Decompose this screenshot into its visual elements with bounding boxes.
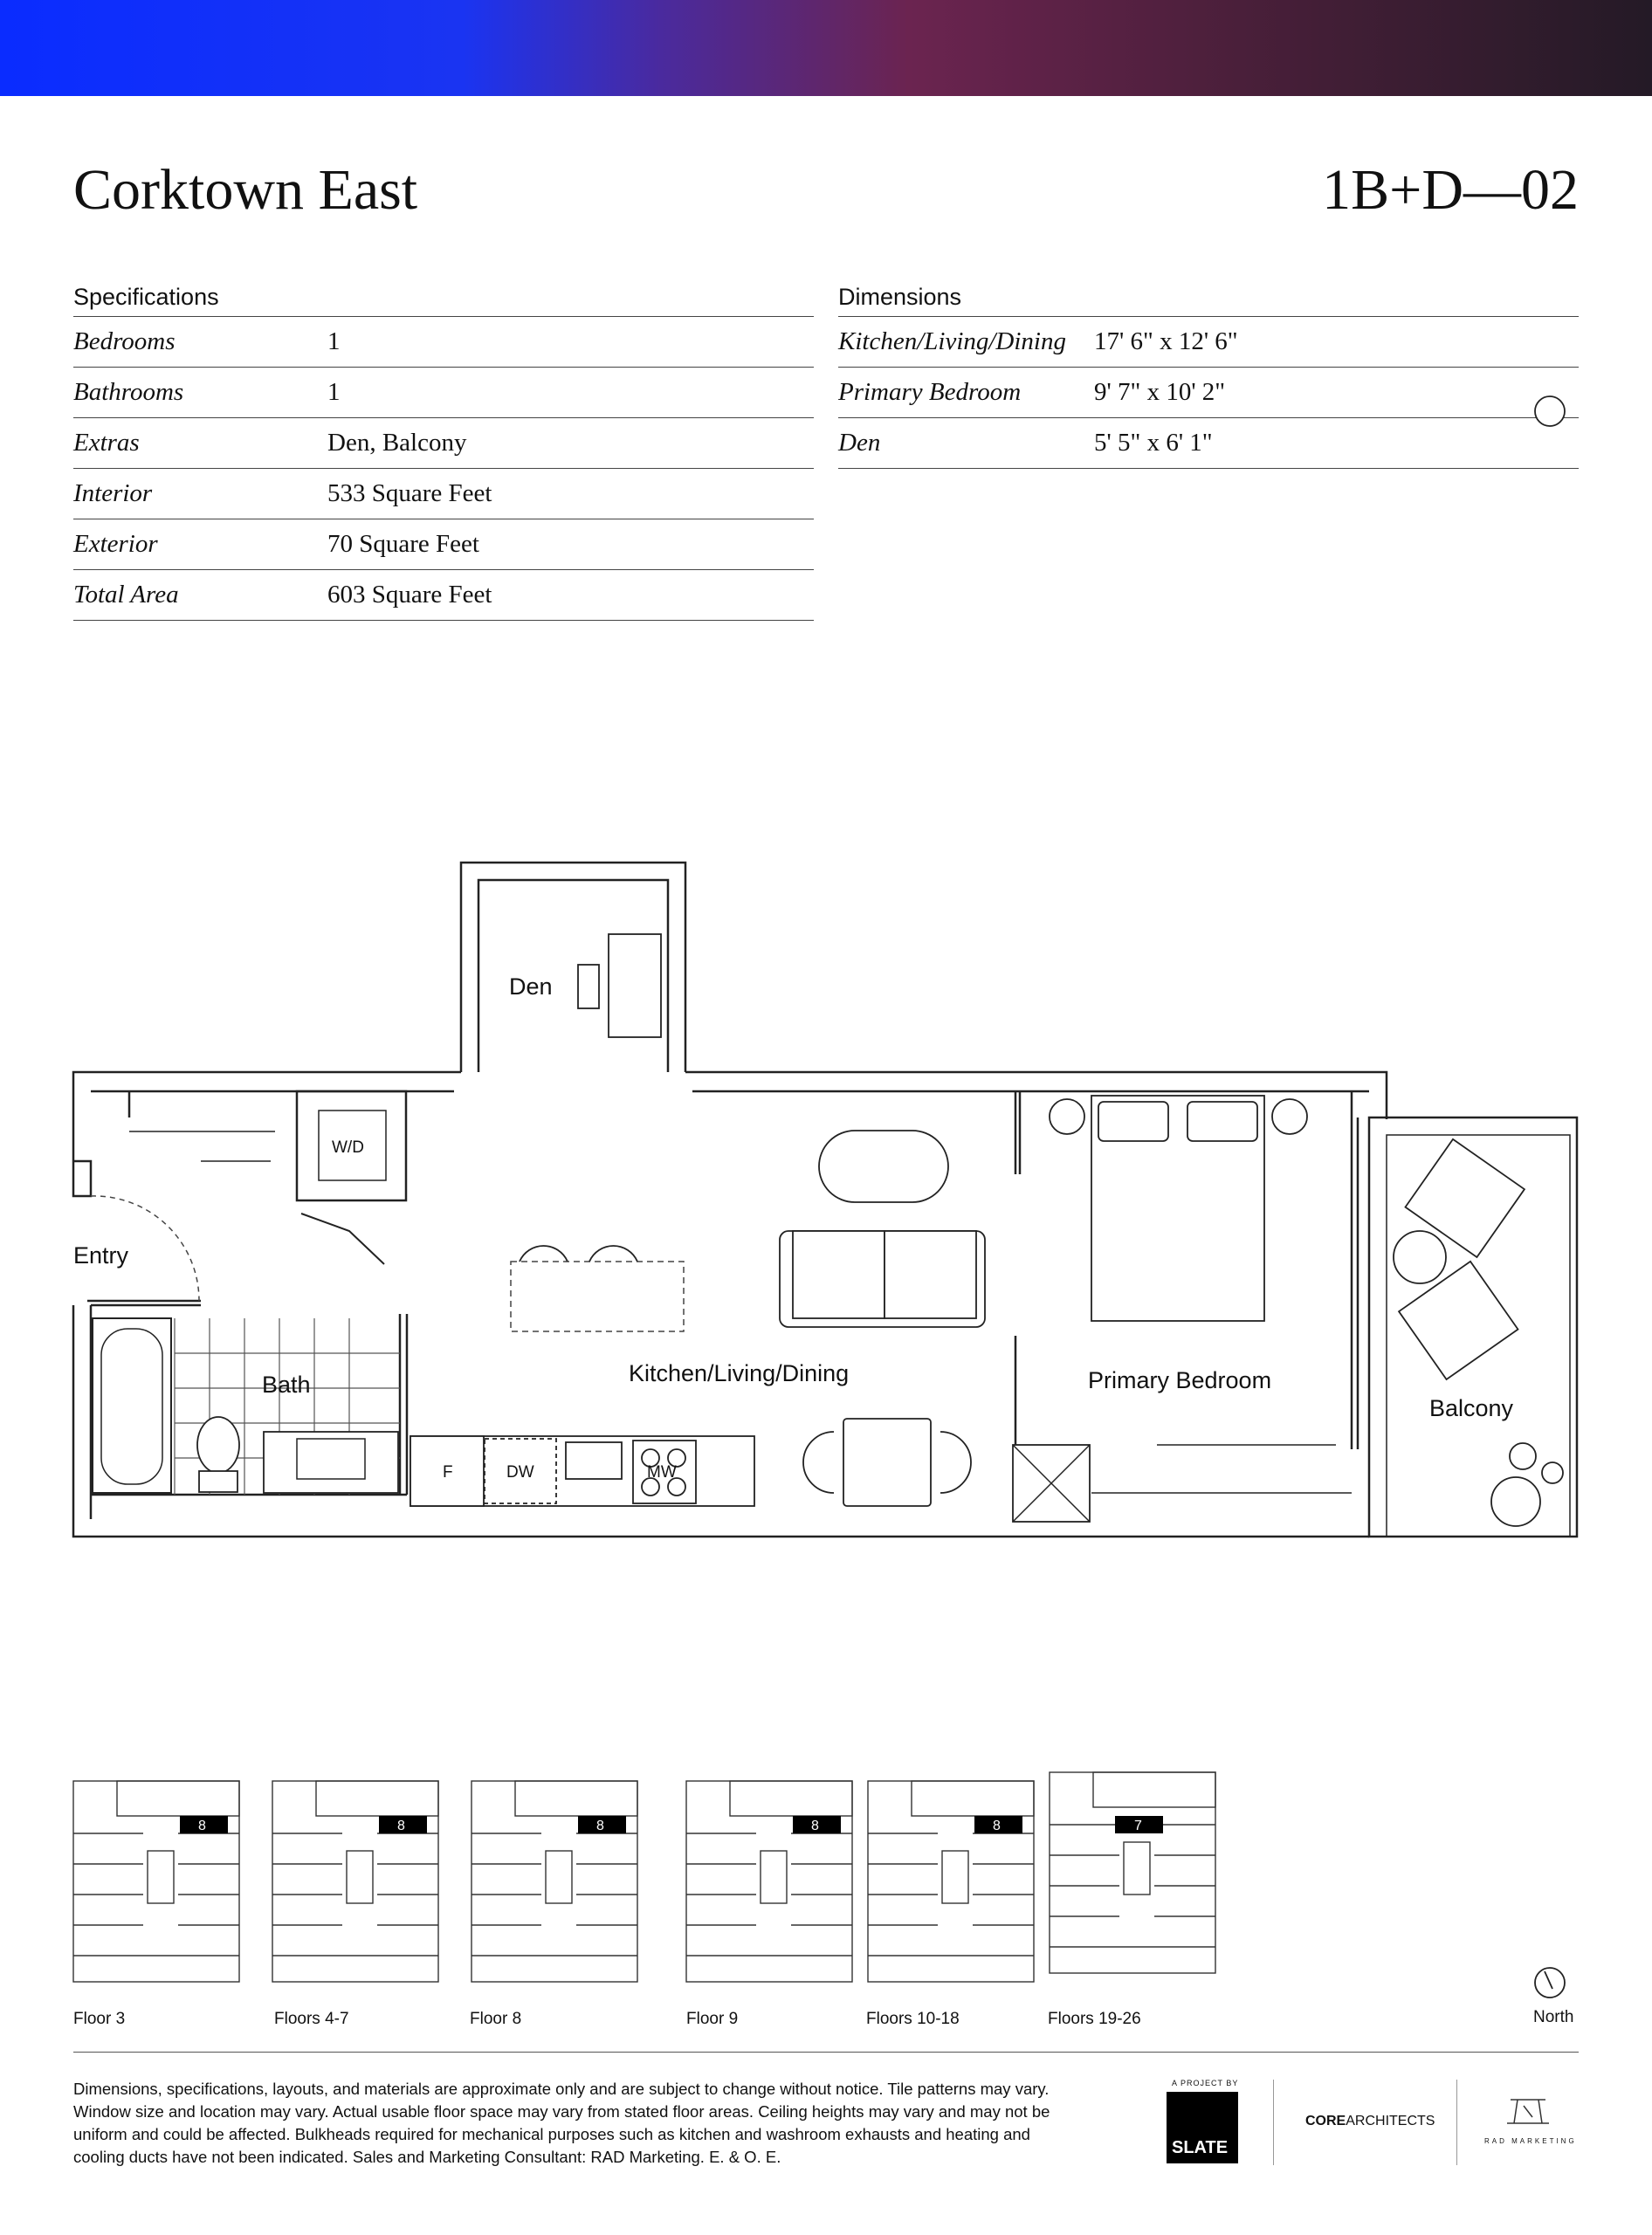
room-label-bath: Bath bbox=[262, 1372, 311, 1398]
keyplan-unit-marker: 8 bbox=[397, 1819, 405, 1833]
dim-label: Den bbox=[838, 429, 881, 457]
keyplan-unit-marker: 8 bbox=[993, 1819, 1001, 1833]
dim-label: Primary Bedroom bbox=[838, 378, 1022, 406]
rad-marketing-logo: RAD MARKETING bbox=[1484, 2137, 1577, 2145]
keyplan-label: Floor 3 bbox=[73, 2010, 126, 2028]
footer-disclaimer: Dimensions, specifications, layouts, and materials are approximate only and are subject to change without notice. Tile patterns may vary. Window size and location may vary. Actual usable floor space may vary from stated floor areas. Ceiling heights may vary and may not be uniform and could be affected. Bulkheads required for mechanical purposes such as kitchen and washroom exhausts and heating and cooling ducts have not been indicated. Sales and Marketing Consultant: RAD Marketing. E. & O. E. bbox=[73, 2080, 1050, 2166]
room-label-kld: Kitchen/Living/Dining bbox=[629, 1360, 850, 1386]
keyplan-unit-marker: 8 bbox=[596, 1819, 604, 1833]
dimensions-heading: Dimensions bbox=[838, 278, 1579, 317]
spec-value: 603 Square Feet bbox=[327, 581, 492, 609]
unit-title: 1B+D—02 bbox=[1322, 158, 1579, 222]
rad-logo-icon bbox=[1507, 2100, 1549, 2123]
keyplan-label: Floors 19-26 bbox=[1048, 2010, 1141, 2028]
appliance-dishwasher: DW bbox=[506, 1463, 534, 1482]
keyplan-label: Floor 9 bbox=[686, 2010, 739, 2028]
core-logo-rest: ARCHITECTS bbox=[1346, 2114, 1435, 2128]
spec-label: Exterior bbox=[73, 530, 158, 558]
core-logo-bold: CORE bbox=[1305, 2114, 1346, 2128]
keyplan-label: Floors 4-7 bbox=[274, 2010, 349, 2028]
specifications-heading: Specifications bbox=[73, 278, 814, 317]
room-label-entry: Entry bbox=[73, 1242, 129, 1269]
dim-value: 9' 7" x 10' 2" bbox=[1094, 378, 1226, 406]
spec-label: Bathrooms bbox=[73, 378, 184, 406]
spec-label: Extras bbox=[73, 429, 140, 457]
keyplan-unit-marker: 8 bbox=[198, 1819, 206, 1833]
appliance-fridge: F bbox=[443, 1463, 453, 1482]
spec-value: 1 bbox=[327, 327, 341, 355]
dim-value: 5' 5" x 6' 1" bbox=[1094, 429, 1213, 457]
project-title: Corktown East bbox=[73, 158, 418, 222]
room-label-bedroom: Primary Bedroom bbox=[1088, 1367, 1272, 1393]
slate-logo-text: SLATE bbox=[1172, 2138, 1229, 2157]
dim-value: 17' 6" x 12' 6" bbox=[1094, 327, 1238, 355]
keyplan-unit-marker: 8 bbox=[811, 1819, 819, 1833]
spec-value: Den, Balcony bbox=[327, 429, 467, 457]
spec-label: Total Area bbox=[73, 581, 179, 609]
project-by-label: A PROJECT BY bbox=[1172, 2079, 1239, 2087]
north-label: North bbox=[1533, 2008, 1574, 2026]
spec-value: 1 bbox=[327, 378, 341, 406]
room-label-balcony: Balcony bbox=[1429, 1395, 1514, 1421]
appliance-wd: W/D bbox=[332, 1138, 364, 1157]
room-label-den: Den bbox=[509, 973, 553, 1000]
spec-value: 533 Square Feet bbox=[327, 479, 492, 507]
keyplan-unit-marker: 7 bbox=[1134, 1819, 1142, 1833]
spec-label: Bedrooms bbox=[73, 327, 176, 355]
keyplan-label: Floor 8 bbox=[470, 2010, 522, 2028]
spec-label: Interior bbox=[73, 479, 153, 507]
keyplan-label: Floors 10-18 bbox=[866, 2010, 960, 2028]
spec-value: 70 Square Feet bbox=[327, 530, 479, 558]
dim-label: Kitchen/Living/Dining bbox=[838, 327, 1066, 355]
appliance-microwave: MW bbox=[647, 1463, 677, 1482]
